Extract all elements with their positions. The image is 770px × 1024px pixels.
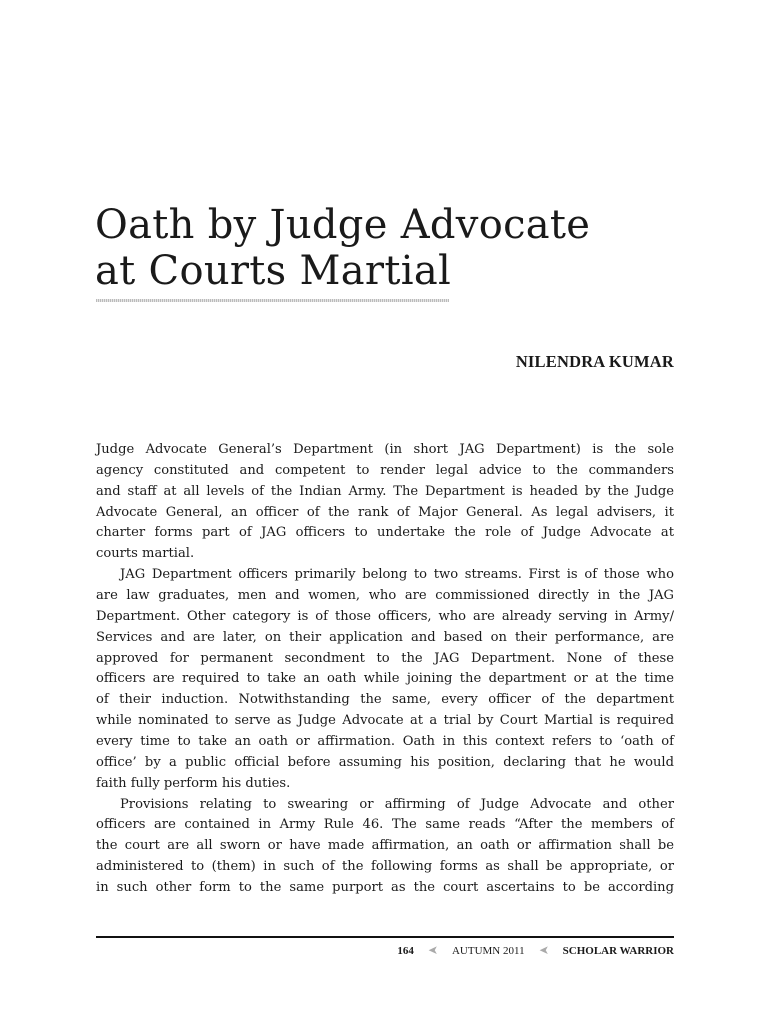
title-underline xyxy=(96,299,449,302)
article-title xyxy=(95,202,590,294)
body-line: faith fully perform his duties. xyxy=(96,775,291,791)
body-line: Department. Other category is of those officers, who are already serving in Army/ xyxy=(96,608,674,624)
footer-rule xyxy=(96,936,674,938)
body-line: in such other form to the same purport as the court ascertains to be according xyxy=(96,880,674,896)
body-line: the court are all sworn or have made affirmation, an oath or affirmation shall be xyxy=(96,838,674,854)
body-line: courts martial. xyxy=(96,546,195,562)
arrow-left-icon: ➤ xyxy=(538,943,549,957)
body-line: Judge Advocate General’s Department (in short JAG Department) is the sole xyxy=(96,442,674,457)
body-line: officers are contained in Army Rule 46. The same reads “After the members of xyxy=(96,817,674,833)
title-line: at Courts Martial xyxy=(95,248,452,294)
body-line: officers are required to take an oath while joining the department or at the time xyxy=(96,671,674,687)
body-line: administered to (them) in such of the following forms as shall be appropriate, or xyxy=(96,859,674,875)
body-line: charter forms part of JAG officers to undertake the role of Judge Advocate at xyxy=(96,525,674,541)
journal-name: SCHOLAR WARRIOR xyxy=(562,944,674,957)
body-line: Advocate General, an officer of the rank of Major General. As legal advisers, it xyxy=(96,504,674,520)
body-line: of their induction. Notwithstanding the same, every officer of the department xyxy=(96,692,674,708)
issue-label: AUTUMN 2011 xyxy=(451,944,525,957)
body-line: Provisions relating to swearing or affirming of Judge Advocate and other xyxy=(120,796,674,812)
body-line: are law graduates, men and women, who are commissioned directly in the JAG xyxy=(96,588,674,604)
body-line: while nominated to serve as Judge Advocate at a trial by Court Martial is required xyxy=(96,713,674,729)
page-number: 164 xyxy=(397,944,414,957)
body-line: every time to take an oath or affirmation. Oath in this context refers to ‘oath of xyxy=(96,734,674,750)
body-line: and staff at all levels of the Indian Army. The Department is headed by the Judge xyxy=(96,483,674,499)
body-line: approved for permanent secondment to the JAG Department. None of these xyxy=(96,650,674,666)
title-line: Oath by Judge Advocate xyxy=(95,202,591,248)
body-line: office’ by a public official before assuming his position, declaring that he would xyxy=(96,754,674,770)
author-name: NILENDRA KUMAR xyxy=(515,352,674,371)
article-body xyxy=(96,440,674,899)
body-line: Services and are later, on their application and based on their performance, are xyxy=(96,629,674,645)
body-line: agency constituted and competent to render legal advice to the commanders xyxy=(96,462,674,478)
page-footer xyxy=(397,943,674,958)
body-line: JAG Department officers primarily belong to two streams. First is of those who xyxy=(120,567,674,583)
arrow-left-icon: ➤ xyxy=(427,943,438,957)
